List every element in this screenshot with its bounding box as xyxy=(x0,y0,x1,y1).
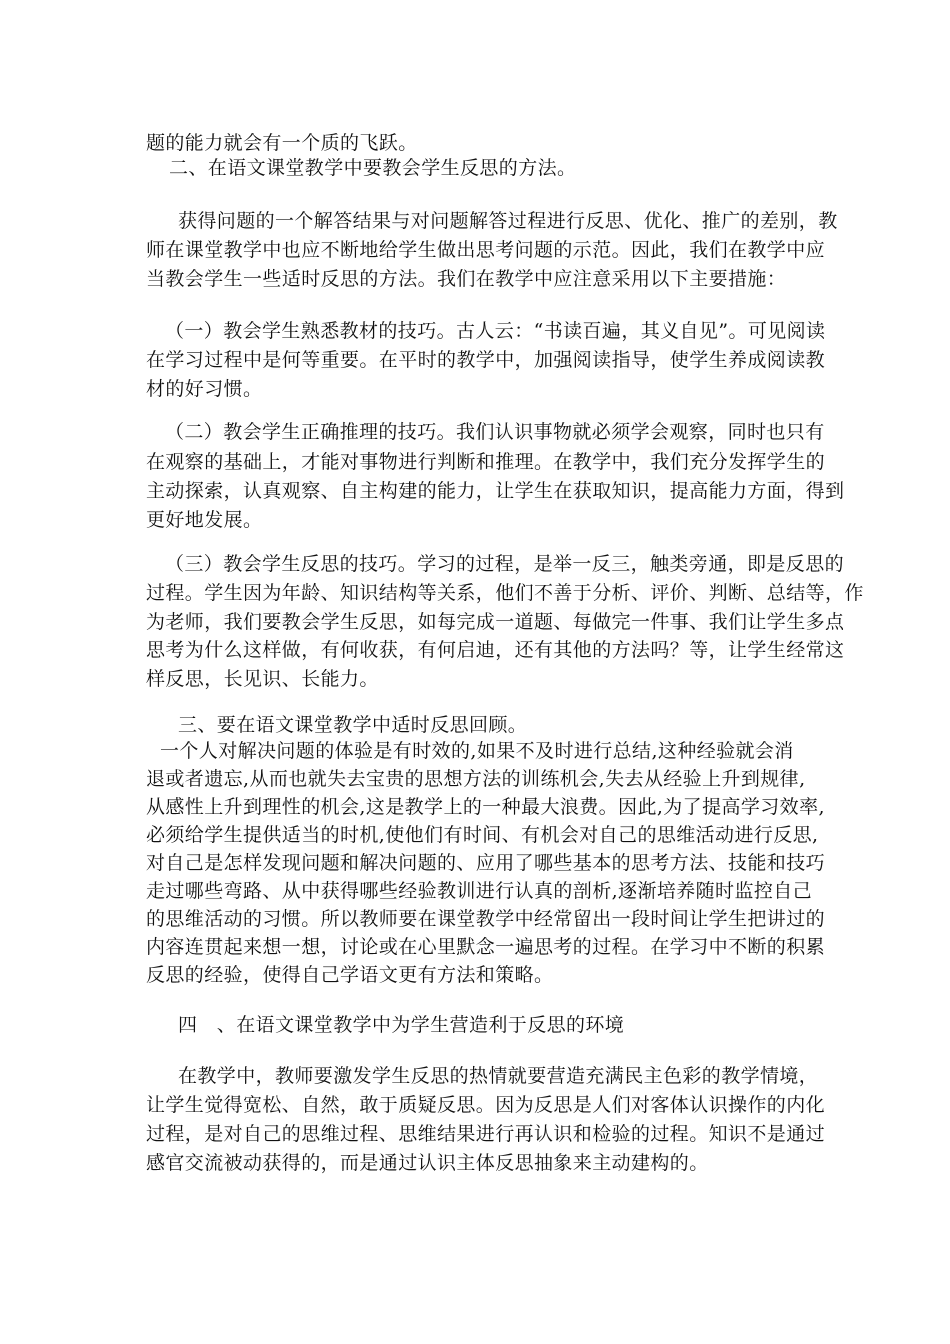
section-heading: 四 、在语文课堂教学中为学生营造利于反思的环境 xyxy=(178,1014,625,1036)
text-line: 题的能力就会有一个质的飞跃。 xyxy=(146,132,418,154)
text-line: 感官交流被动获得的，而是通过认识主体反思抽象来主动建构的。 xyxy=(146,1152,709,1174)
text-line: 一个人对解决问题的体验是有时效的,如果不及时进行总结,这种经验就会消 xyxy=(160,740,794,762)
section-heading: 二、在语文课堂教学中要教会学生反思的方法。 xyxy=(169,157,577,179)
text-line: 师在课堂教学中也应不断地给学生做出思考问题的示范。因此，我们在教学中应 xyxy=(146,239,826,261)
text-line: 退或者遗忘,从而也就失去宝贵的思想方法的训练机会,失去从经验上升到规律, xyxy=(146,768,806,790)
text-line: 走过哪些弯路、从中获得哪些经验教训进行认真的剖析,逐渐培养随时监控自己 xyxy=(146,880,813,902)
text-line: 思考为什么这样做，有何收获，有何启迪，还有其他的方法吗？等，让学生经常这 xyxy=(146,639,845,661)
text-line: 为老师，我们要教会学生反思，如每完成一道题、每做完一件事、我们让学生多点 xyxy=(146,611,845,633)
text-line: 内容连贯起来想一想，讨论或在心里默念一遍思考的过程。在学习中不断的积累 xyxy=(146,936,826,958)
text-line: （二）教会学生正确推理的技巧。我们认识事物就必须学会观察，同时也只有 xyxy=(165,421,825,443)
text-line: 样反思，长见识、长能力。 xyxy=(146,668,379,690)
text-line: 让学生觉得宽松、自然，敢于质疑反思。因为反思是人们对客体认识操作的内化 xyxy=(146,1094,826,1116)
text-line: 的思维活动的习惯。所以教师要在课堂教学中经常留出一段时间让学生把讲过的 xyxy=(146,908,826,930)
text-line: 过程，是对自己的思维过程、思维结果进行再认识和检验的过程。知识不是通过 xyxy=(146,1123,826,1145)
text-line: 材的好习惯。 xyxy=(146,378,263,400)
text-line: （三）教会学生反思的技巧。学习的过程，是举一反三，触类旁通，即是反思的 xyxy=(165,553,845,575)
text-line: 更好地发展。 xyxy=(146,509,263,531)
text-line: 从感性上升到理性的机会,这是教学上的一种最大浪费。因此,为了提高学习效率, xyxy=(146,796,825,818)
text-line: 对自己是怎样发现问题和解决问题的、应用了哪些基本的思考方法、技能和技巧 xyxy=(146,852,826,874)
text-line: 必须给学生提供适当的时机,使他们有时间、有机会对自己的思维活动进行反思, xyxy=(146,824,819,846)
text-line: 在教学中，教师要激发学生反思的热情就要营造充满民主色彩的教学情境， xyxy=(178,1065,819,1087)
text-line: 过程。学生因为年龄、知识结构等关系，他们不善于分析、评价、判断、总结等，作 xyxy=(146,582,864,604)
text-line: （一）教会学生熟悉教材的技巧。古人云：“书读百遍，其义自见”。可见阅读 xyxy=(165,320,826,342)
text-line: 主动探索，认真观察、自主构建的能力，让学生在获取知识，提高能力方面，得到 xyxy=(146,480,845,502)
text-line: 当教会学生一些适时反思的方法。我们在教学中应注意采用以下主要措施： xyxy=(146,268,787,290)
text-line: 反思的经验，使得自己学语文更有方法和策略。 xyxy=(146,964,554,986)
text-line: 在观察的基础上，才能对事物进行判断和推理。在教学中，我们充分发挥学生的 xyxy=(146,451,826,473)
section-heading: 三、要在语文课堂教学中适时反思回顾。 xyxy=(178,714,528,736)
text-line: 在学习过程中是何等重要。在平时的教学中，加强阅读指导，使学生养成阅读教 xyxy=(146,349,826,371)
text-line: 获得问题的一个解答结果与对问题解答过程进行反思、优化、推广的差别，教 xyxy=(178,210,838,232)
